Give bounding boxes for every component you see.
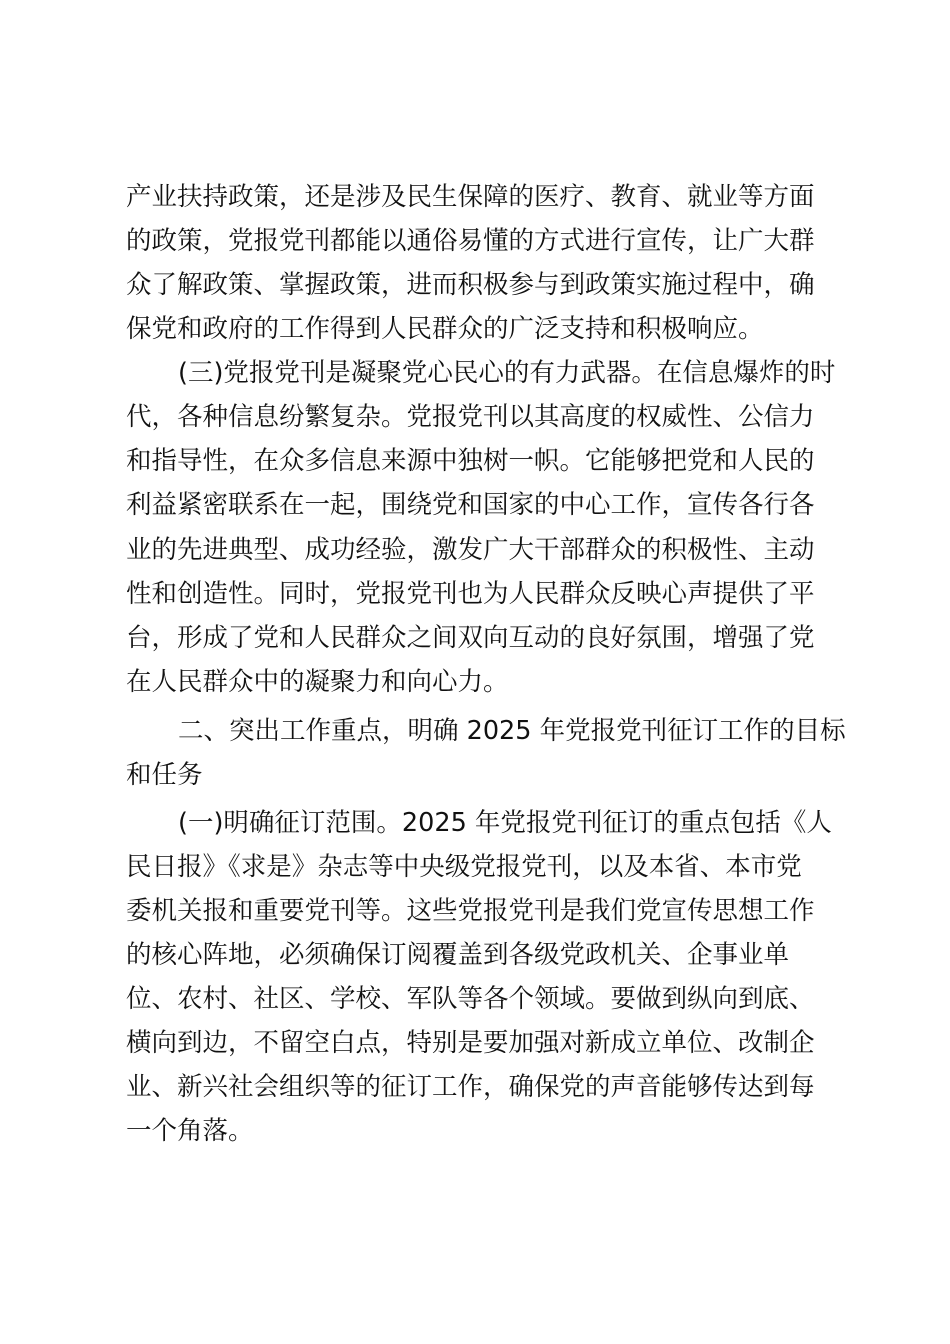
p2-line-6: 性和创造性。同时，党报党刊也为人民群众反映心声提供了平 xyxy=(126,579,815,609)
p2-line-4: 利益紧密联系在一起，围绕党和国家的中心工作，宣传各行各 xyxy=(126,490,815,520)
p2-line-7: 台，形成了党和人民群众之间双向互动的良好氛围，增强了党 xyxy=(126,623,815,653)
p2-line-8: 在人民群众中的凝聚力和向心力。 xyxy=(126,667,509,697)
p2-line-2: 代，各种信息纷繁复杂。党报党刊以其高度的权威性、公信力 xyxy=(126,402,815,432)
p3-line-6: 横向到边，不留空白点，特别是要加强对新成立单位、改制企 xyxy=(126,1028,815,1058)
p1-line-3: 众了解政策、掌握政策，进而积极参与到政策实施过程中，确 xyxy=(126,270,815,300)
p1-line-1: 产业扶持政策，还是涉及民生保障的医疗、教育、就业等方面 xyxy=(126,182,815,212)
p2-line-5: 业的先进典型、成功经验，激发广大干部群众的积极性、主动 xyxy=(126,535,815,565)
p3-line-4: 的核心阵地，必须确保订阅覆盖到各级党政机关、企事业单 xyxy=(126,940,790,970)
p3-line-2: 民日报》《求是》杂志等中央级党报党刊，以及本省、本市党 xyxy=(126,852,802,882)
section-heading-line-1: 二、突出工作重点，明确 2025 年党报党刊征订工作的目标 xyxy=(178,716,846,746)
p3-line-5: 位、农村、社区、学校、军队等各个领域。要做到纵向到底、 xyxy=(126,984,815,1014)
p3-line-3: 委机关报和重要党刊等。这些党报党刊是我们党宣传思想工作 xyxy=(126,896,815,926)
p1-line-4: 保党和政府的工作得到人民群众的广泛支持和积极响应。 xyxy=(126,314,764,344)
p2-line-1: (三)党报党刊是凝聚党心民心的有力武器。在信息爆炸的时 xyxy=(178,358,836,388)
p1-line-2: 的政策，党报党刊都能以通俗易懂的方式进行宣传，让广大群 xyxy=(126,226,815,256)
section-heading-line-2: 和任务 xyxy=(126,760,203,790)
p3-line-8: 一个角落。 xyxy=(126,1116,254,1146)
p3-line-1: (一)明确征订范围。2025 年党报党刊征订的重点包括《人 xyxy=(178,808,832,838)
p3-line-7: 业、新兴社会组织等的征订工作，确保党的声音能够传达到每 xyxy=(126,1072,815,1102)
p2-line-3: 和指导性，在众多信息来源中独树一帜。它能够把党和人民的 xyxy=(126,446,815,476)
